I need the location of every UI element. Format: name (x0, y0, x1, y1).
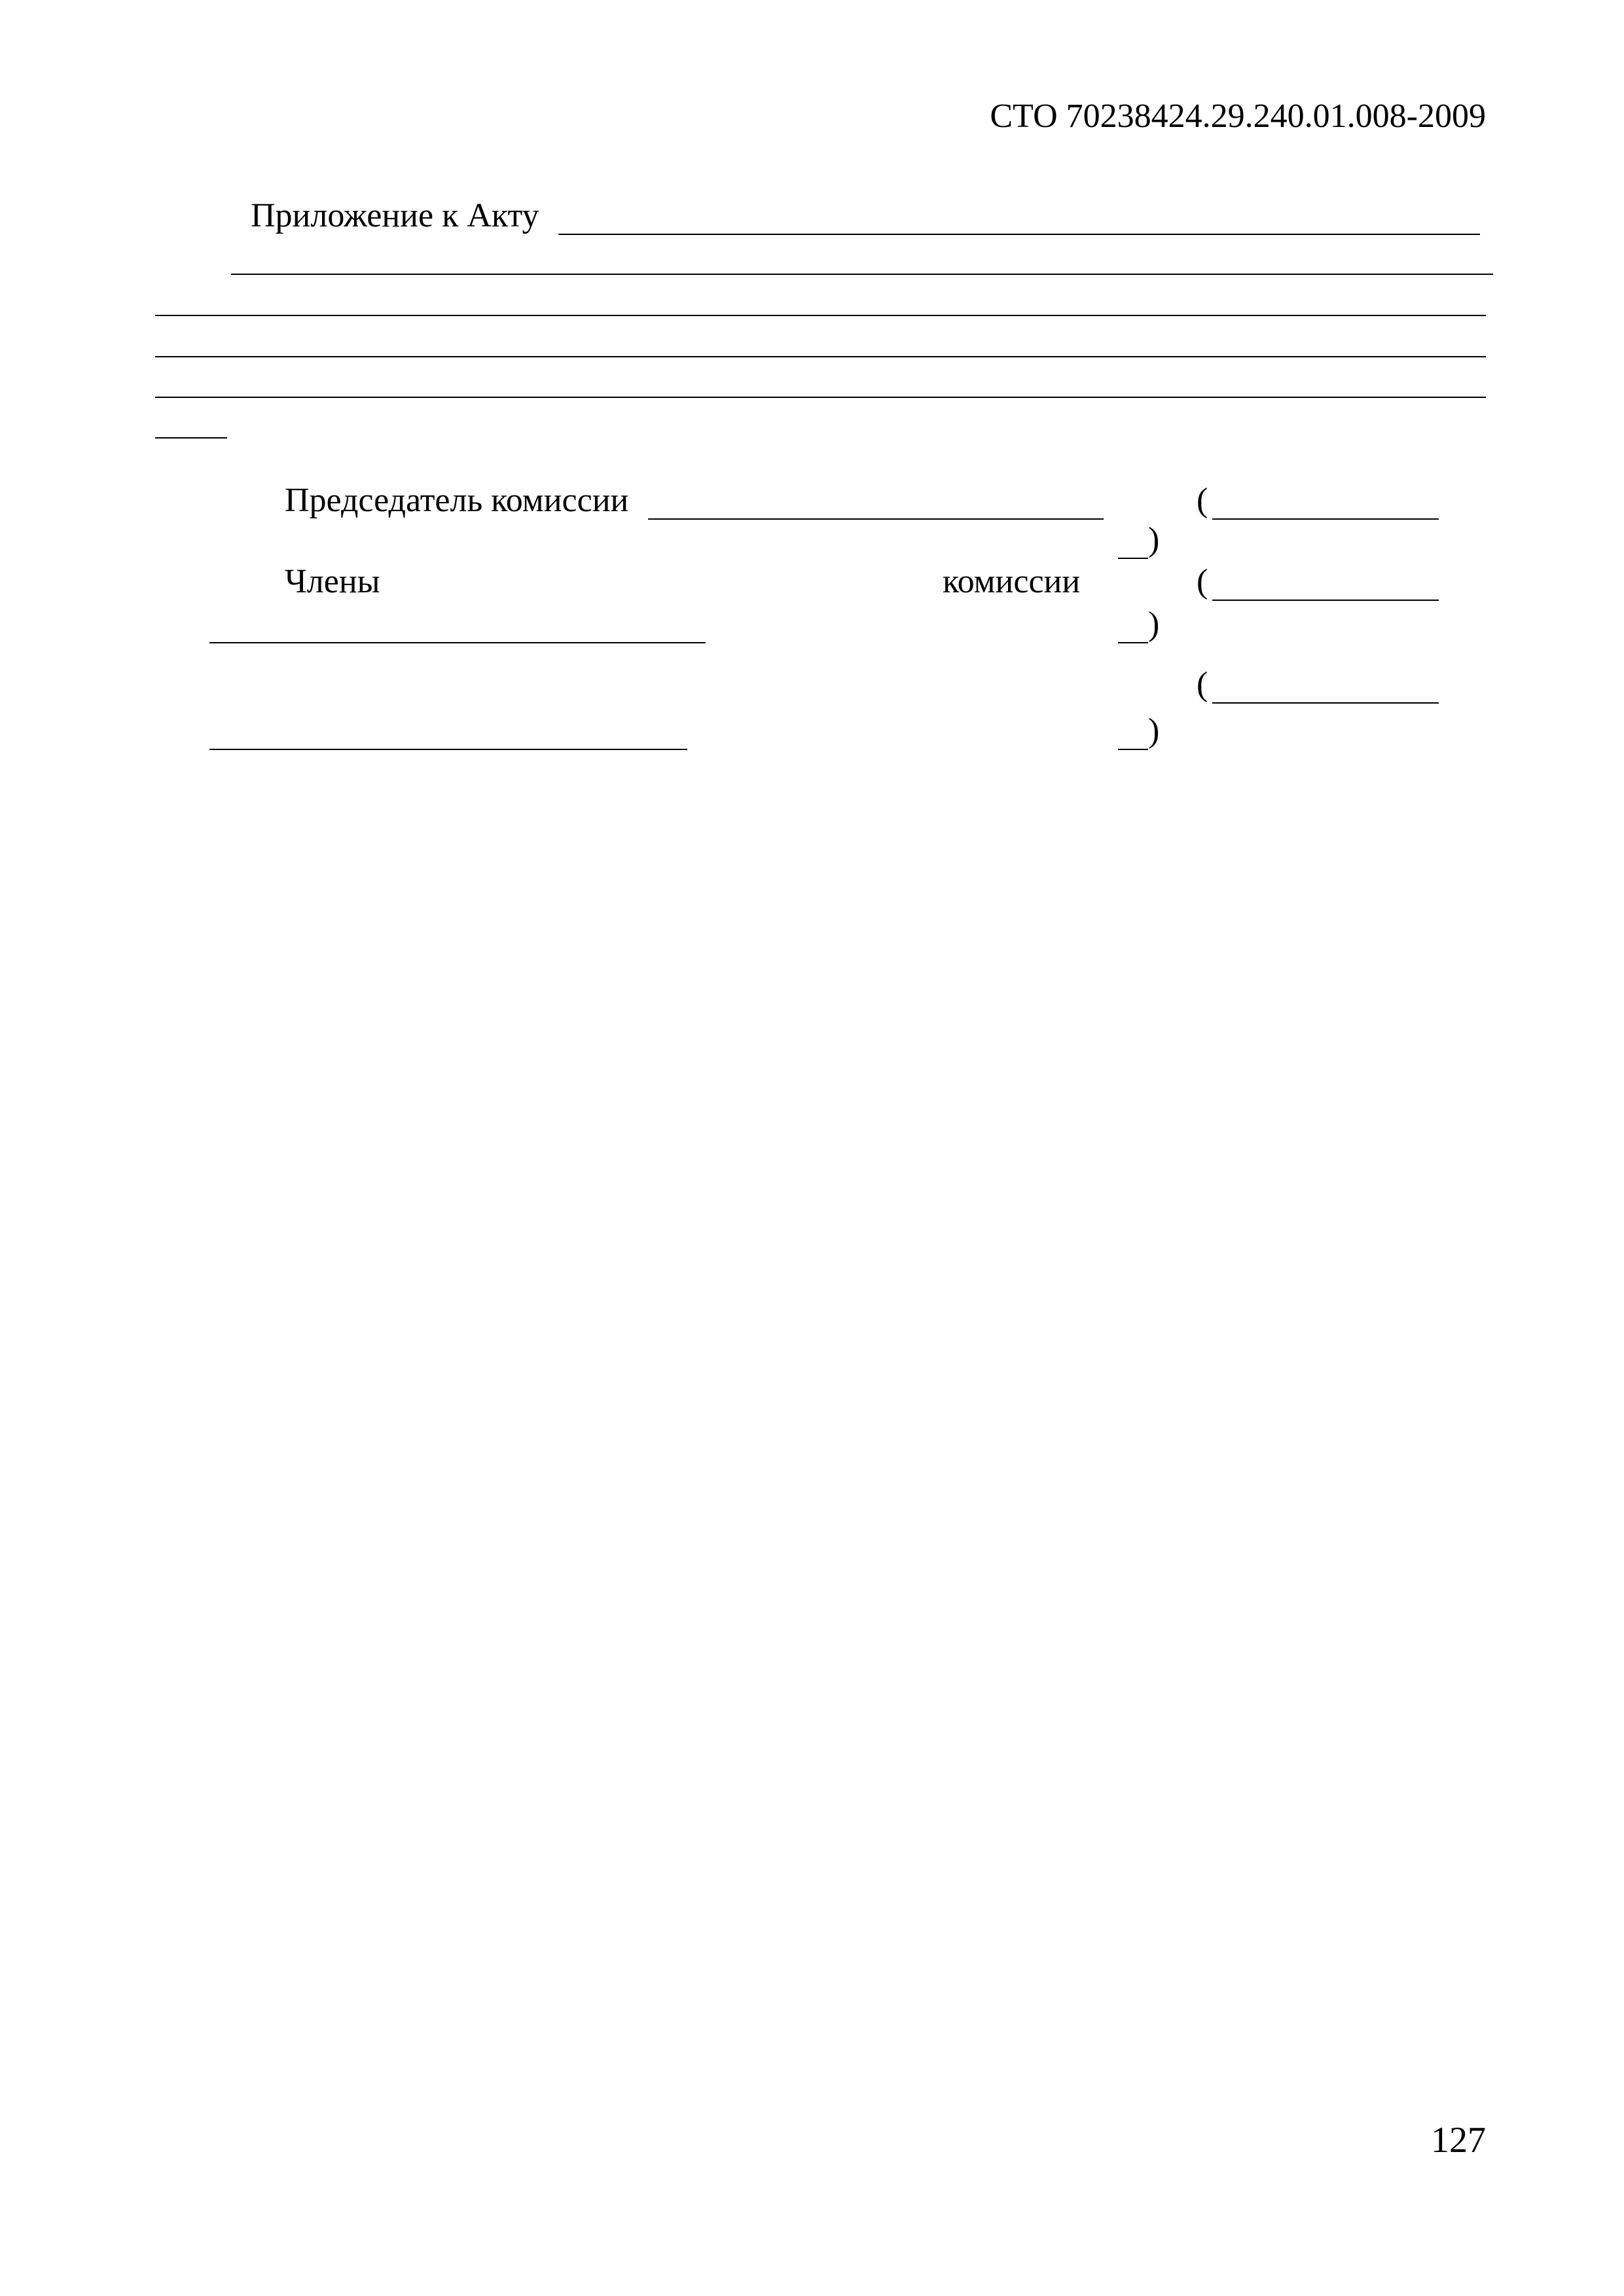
fill-line-4 (155, 397, 1486, 398)
members-label-commission: комиссии (943, 563, 1081, 600)
member2-name-line (1212, 702, 1439, 704)
member1-name-line-cont (1118, 642, 1148, 643)
chairman-open-paren: ( (1197, 482, 1208, 519)
chairman-name-line (1212, 518, 1439, 520)
document-code: СТО 70238424.29.240.01.008-2009 (990, 98, 1486, 135)
appendix-title: Приложение к Акту (251, 197, 539, 234)
member2-signature-line (209, 749, 687, 750)
fill-line-5 (155, 437, 227, 439)
member1-open-paren: ( (1197, 563, 1208, 600)
page-number: 127 (1431, 2120, 1486, 2161)
fill-line-2 (155, 315, 1486, 316)
member1-name-line (1212, 600, 1439, 601)
appendix-fill-line (558, 234, 1480, 235)
member1-signature-line (209, 642, 706, 643)
chairman-close-paren: ) (1148, 521, 1160, 558)
chairman-name-line-cont (1118, 558, 1148, 559)
fill-line-1 (231, 274, 1493, 275)
member2-name-line-cont (1118, 749, 1148, 750)
member2-close-paren: ) (1148, 712, 1160, 749)
chairman-label: Председатель комиссии (285, 482, 629, 519)
member1-close-paren: ) (1148, 605, 1160, 643)
chairman-signature-line (648, 518, 1104, 520)
members-label: Члены (285, 563, 380, 600)
member2-open-paren: ( (1197, 666, 1208, 703)
fill-line-3 (155, 356, 1486, 357)
